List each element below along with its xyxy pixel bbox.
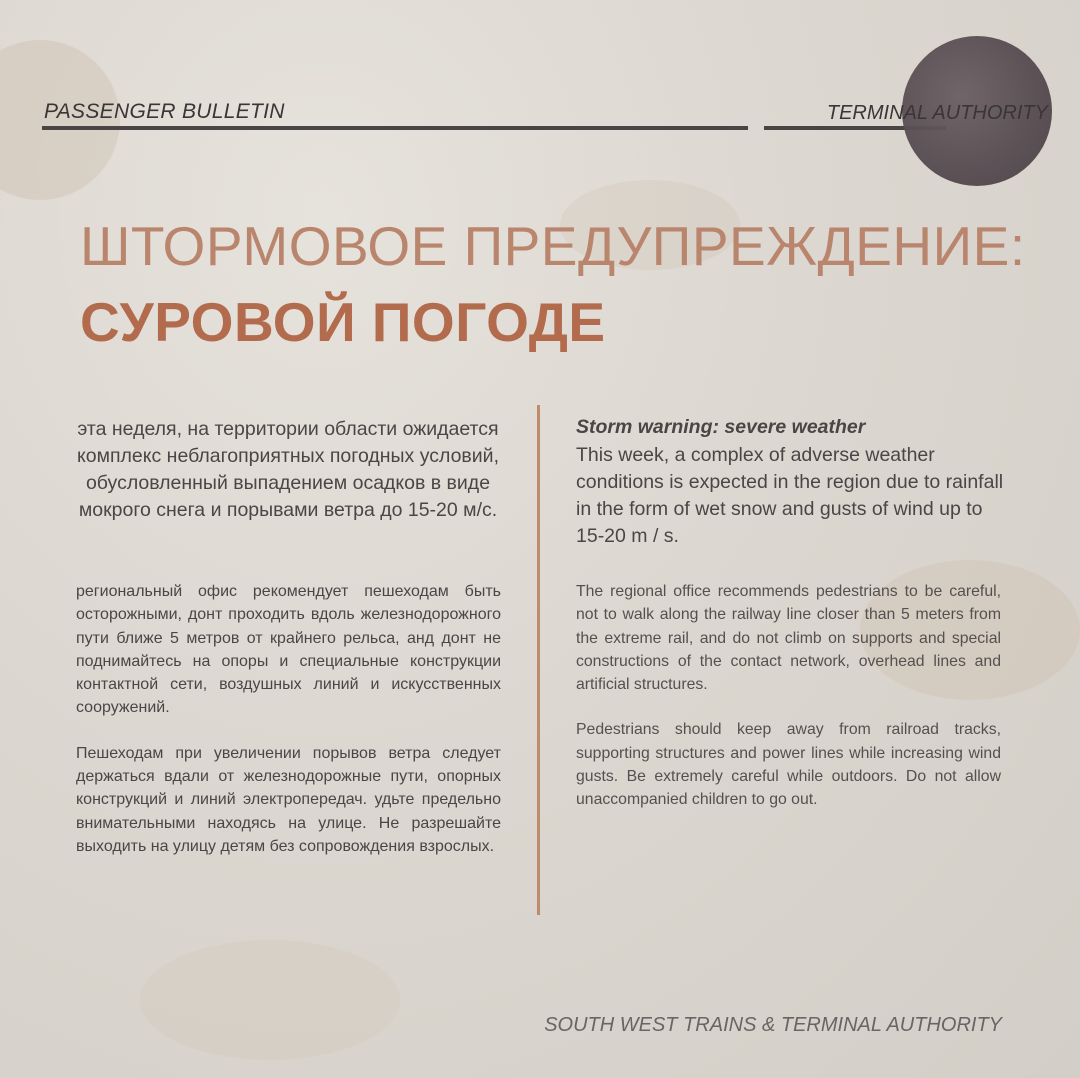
- russian-paragraph-1: региональный офис рекомендует пешеходам быть осторожными, донт проходить вдоль железнодорожного пути ближе 5 метров от крайнего рельса, анд донт не поднимайтесь на опоры и специальные конструкции контактной сети, воздушных линий и искусственных сооружений.: [76, 583, 501, 717]
- footer-credit: SOUTH WEST TRAINS & TERMINAL AUTHORITY: [544, 1014, 1002, 1036]
- english-lead-paragraph: This week, a complex of adverse weather conditions is expected in the region due to rainfall in the form of wet snow and gusts of wind up to 15-20 m / s.: [576, 444, 1004, 547]
- terminal-authority-label: TERMINAL AUTHORITY: [826, 102, 1048, 124]
- column-divider: [537, 405, 540, 915]
- russian-lead-paragraph: эта неделя, на территории области ожидается комплекс неблагоприятных погодных условий, обусловленный выпадением осадков в виде мокрого снега и порывами ветра до 15-20 м/с.: [76, 418, 499, 521]
- paper-stain: [140, 940, 400, 1060]
- english-body: [576, 580, 1001, 834]
- passenger-bulletin-label: PASSENGER BULLETIN: [44, 100, 285, 123]
- header-rule-left: [42, 126, 748, 130]
- page-title-line2: СУРОВОЙ ПОГОДЕ: [80, 291, 606, 353]
- english-title: Storm warning: severe weather: [576, 416, 866, 438]
- russian-paragraph-2: Пешеходам при увеличении порывов ветра следует держаться вдали от железнодорожные пути, опорных конструкций и линий электропередач. удьте предельно внимательными находясь на улице. Не разрешайте выходить на улицу детям без сопровождения взрослых.: [76, 744, 501, 855]
- russian-body: [76, 580, 501, 880]
- english-paragraph-1: The regional office recommends pedestrians to be careful, not to walk along the railway line closer than 5 meters from the extreme rail, and do not climb on supports and special constructions of the contact network, overhead lines and artificial structures.: [576, 583, 1001, 694]
- english-paragraph-2: Pedestrians should keep away from railroad tracks, supporting structures and power lines while increasing wind gusts. Be extremely careful while outdoors. Do not allow unaccompanied children to go out.: [576, 721, 1001, 809]
- page-title-line1: ШТОРМОВОЕ ПРЕДУПРЕЖДЕНИЕ:: [80, 215, 1026, 277]
